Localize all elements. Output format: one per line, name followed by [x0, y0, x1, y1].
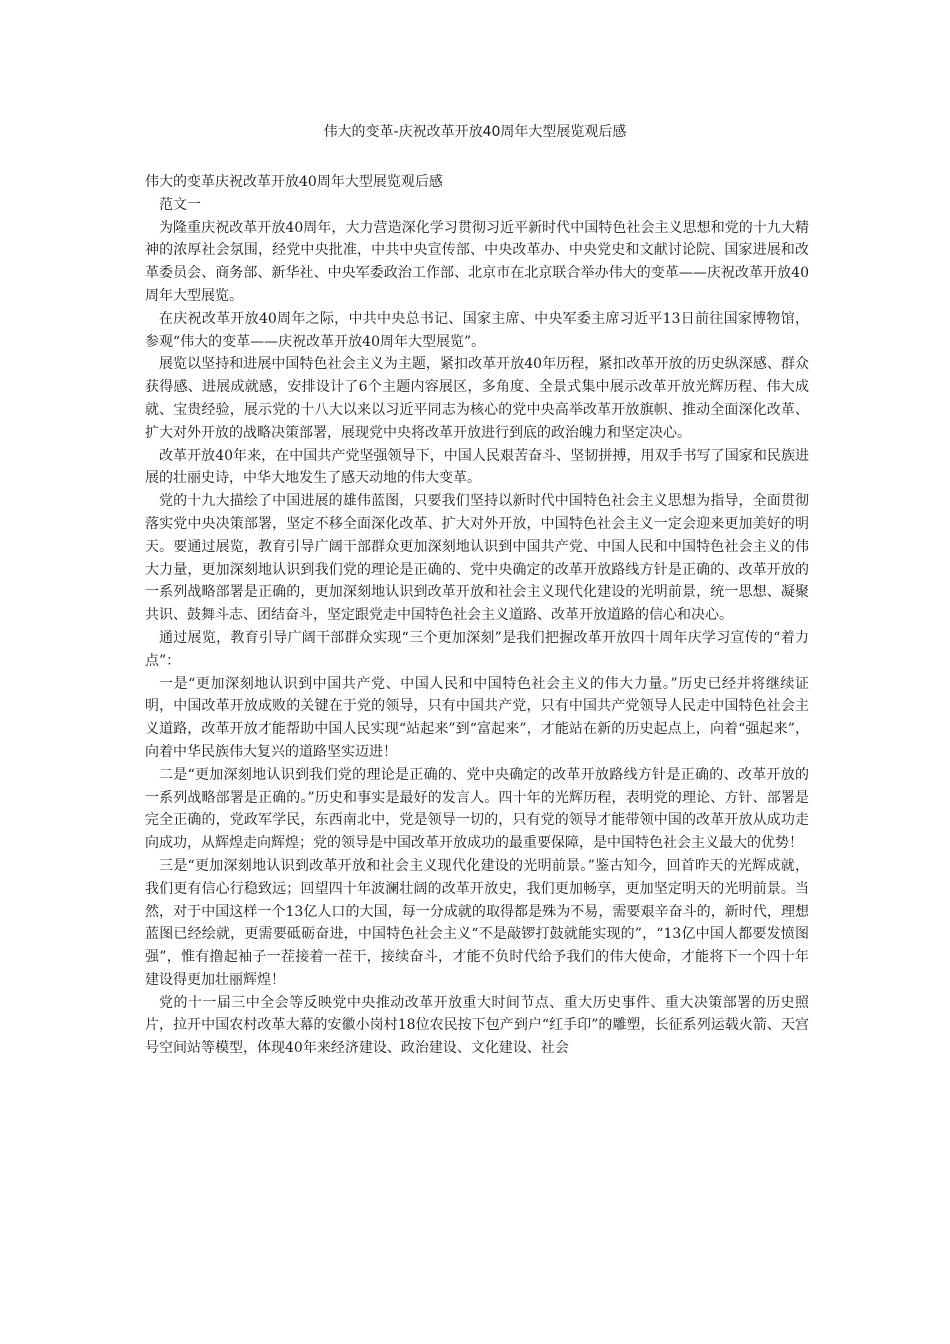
document-subheading: 范文一 — [159, 196, 201, 213]
paragraph: 一是“更加深刻地认识到中国共产党、中国人民和中国特色社会主义的伟大力量。”历史已经并将继续证明，中国改革开放成败的关键在于党的领导，只有中国共产党，只有中国共产党领导人民走中国特色社会主义道路，改革开放才能帮助中国人民实现“站起来”到“富起来”，才能站在新的历史起点上，向着“强起来”，向着中华民族伟大复兴的道路坚实迈进！ — [145, 675, 809, 760]
paragraph: 为隆重庆祝改革开放40周年，大力营造深化学习贯彻习近平新时代中国特色社会主义思想和党的十九大精神的浓厚社会氛围，经党中央批准，中共中央宣传部、中央改革办、中央党史和文献讨论院、国家进展和改革委员会、商务部、新华社、中央军委政治工作部、北京市在北京联合举办伟大的变革——庆祝改革开放40周年大型展览。 — [145, 219, 809, 304]
paragraph: 三是“更加深刻地认识到改革开放和社会主义现代化建设的光明前景。”鉴古知今，回首昨天的光辉成就，我们更有信心行稳致远；回望四十年波澜壮阔的改革开放史，我们更加畅享，更加坚定明天的光明前景。当然，对于中国这样一个13亿人口的大国，每一分成就的取得都是殊为不易，需要艰辛奋斗的，新时代，理想蓝图已经绘就，更需要砥砺奋进，中国特色社会主义“不是敲锣打鼓就能实现的”，“13亿中国人都要发愤图强”，惟有撸起袖子一茬接着一茬干，接续奋斗，才能不负时代给予我们的伟大使命，才能将下一个四十年建设得更加壮丽辉煌！ — [145, 857, 809, 988]
paragraph: 改革开放40年来，在中国共产党坚强领导下，中国人民艰苦奋斗、坚韧拼搏，用双手书写了国家和民族进展的壮丽史诗，中华大地发生了感天动地的伟大变革。 — [145, 447, 809, 487]
paragraph: 在庆祝改革开放40周年之际，中共中央总书记、国家主席、中央军委主席习近平13日前往国家博物馆，参观“伟大的变革——庆祝改革开放40周年大型展览”。 — [145, 310, 809, 350]
paragraph: 通过展览，教育引导广阔干部群众实现“三个更加深刻”是我们把握改革开放四十周年庆学习宣传的“着力点”： — [145, 629, 809, 669]
paragraph: 党的十一届三中全会等反映党中央推动改革开放重大时间节点、重大历史事件、重大决策部署的历史照片，拉开中国农村改革大幕的安徽小岗村18位农民按下包产到户“红手印”的雕塑，长征系列运载火箭、天宫号空间站等模型，体现40年来经济建设、政治建设、文化建设、社会 — [145, 994, 809, 1057]
paragraph: 二是“更加深刻地认识到我们党的理论是正确的、党中央确定的改革开放路线方针是正确的、改革开放的一系列战略部署是正确的。”历史和事实是最好的发言人。四十年的光辉历程，表明党的理论、方针、部署是完全正确的，党政军学民，东西南北中，党是领导一切的，只有党的领导才能带领中国的改革开放从成功走向成功，从辉煌走向辉煌；党的领导是中国改革开放成功的最重要保障，是中国特色社会主义最大的优势！ — [145, 766, 809, 852]
paragraph: 展览以坚持和进展中国特色社会主义为主题，紧扣改革开放40年历程，紧扣改革开放的历史纵深感、群众获得感、进展成就感，安排设计了6个主题内容展区，多角度、全景式集中展示改革开放光辉历程、伟大成就、宝贵经验，展示党的十八大以来以习近平同志为核心的党中央高举改革开放旗帜、推动全面深化改革、扩大对外开放的战略决策部署，展现党中央将改革开放进行到底的政治魄力和坚定决心。 — [145, 356, 809, 441]
document-heading: 伟大的变革庆祝改革开放40周年大型展览观后感 — [145, 174, 443, 190]
document-title: 伟大的变革-庆祝改革开放40周年大型展览观后感 — [323, 124, 627, 140]
document-body — [145, 171, 809, 1060]
paragraph: 党的十九大描绘了中国进展的雄伟蓝图，只要我们坚持以新时代中国特色社会主义思想为指导，全面贯彻落实党中央决策部署，坚定不移全面深化改革、扩大对外开放，中国特色社会主义一定会迎来更加美好的明天。要通过展览，教育引导广阔干部群众更加深刻地认识到中国共产党、中国人民和中国特色社会主义的伟大力量，更加深刻地认识到我们党的理论是正确的、党中央确定的改革开放路线方针是正确的、改革开放的一系列战略部署是正确的，更加深刻地认识到改革开放和社会主义现代化建设的光明前景，统一思想、凝聚共识、鼓舞斗志、团结奋斗，坚定跟党走中国特色社会主义道路、改革开放道路的信心和决心。 — [145, 493, 809, 624]
